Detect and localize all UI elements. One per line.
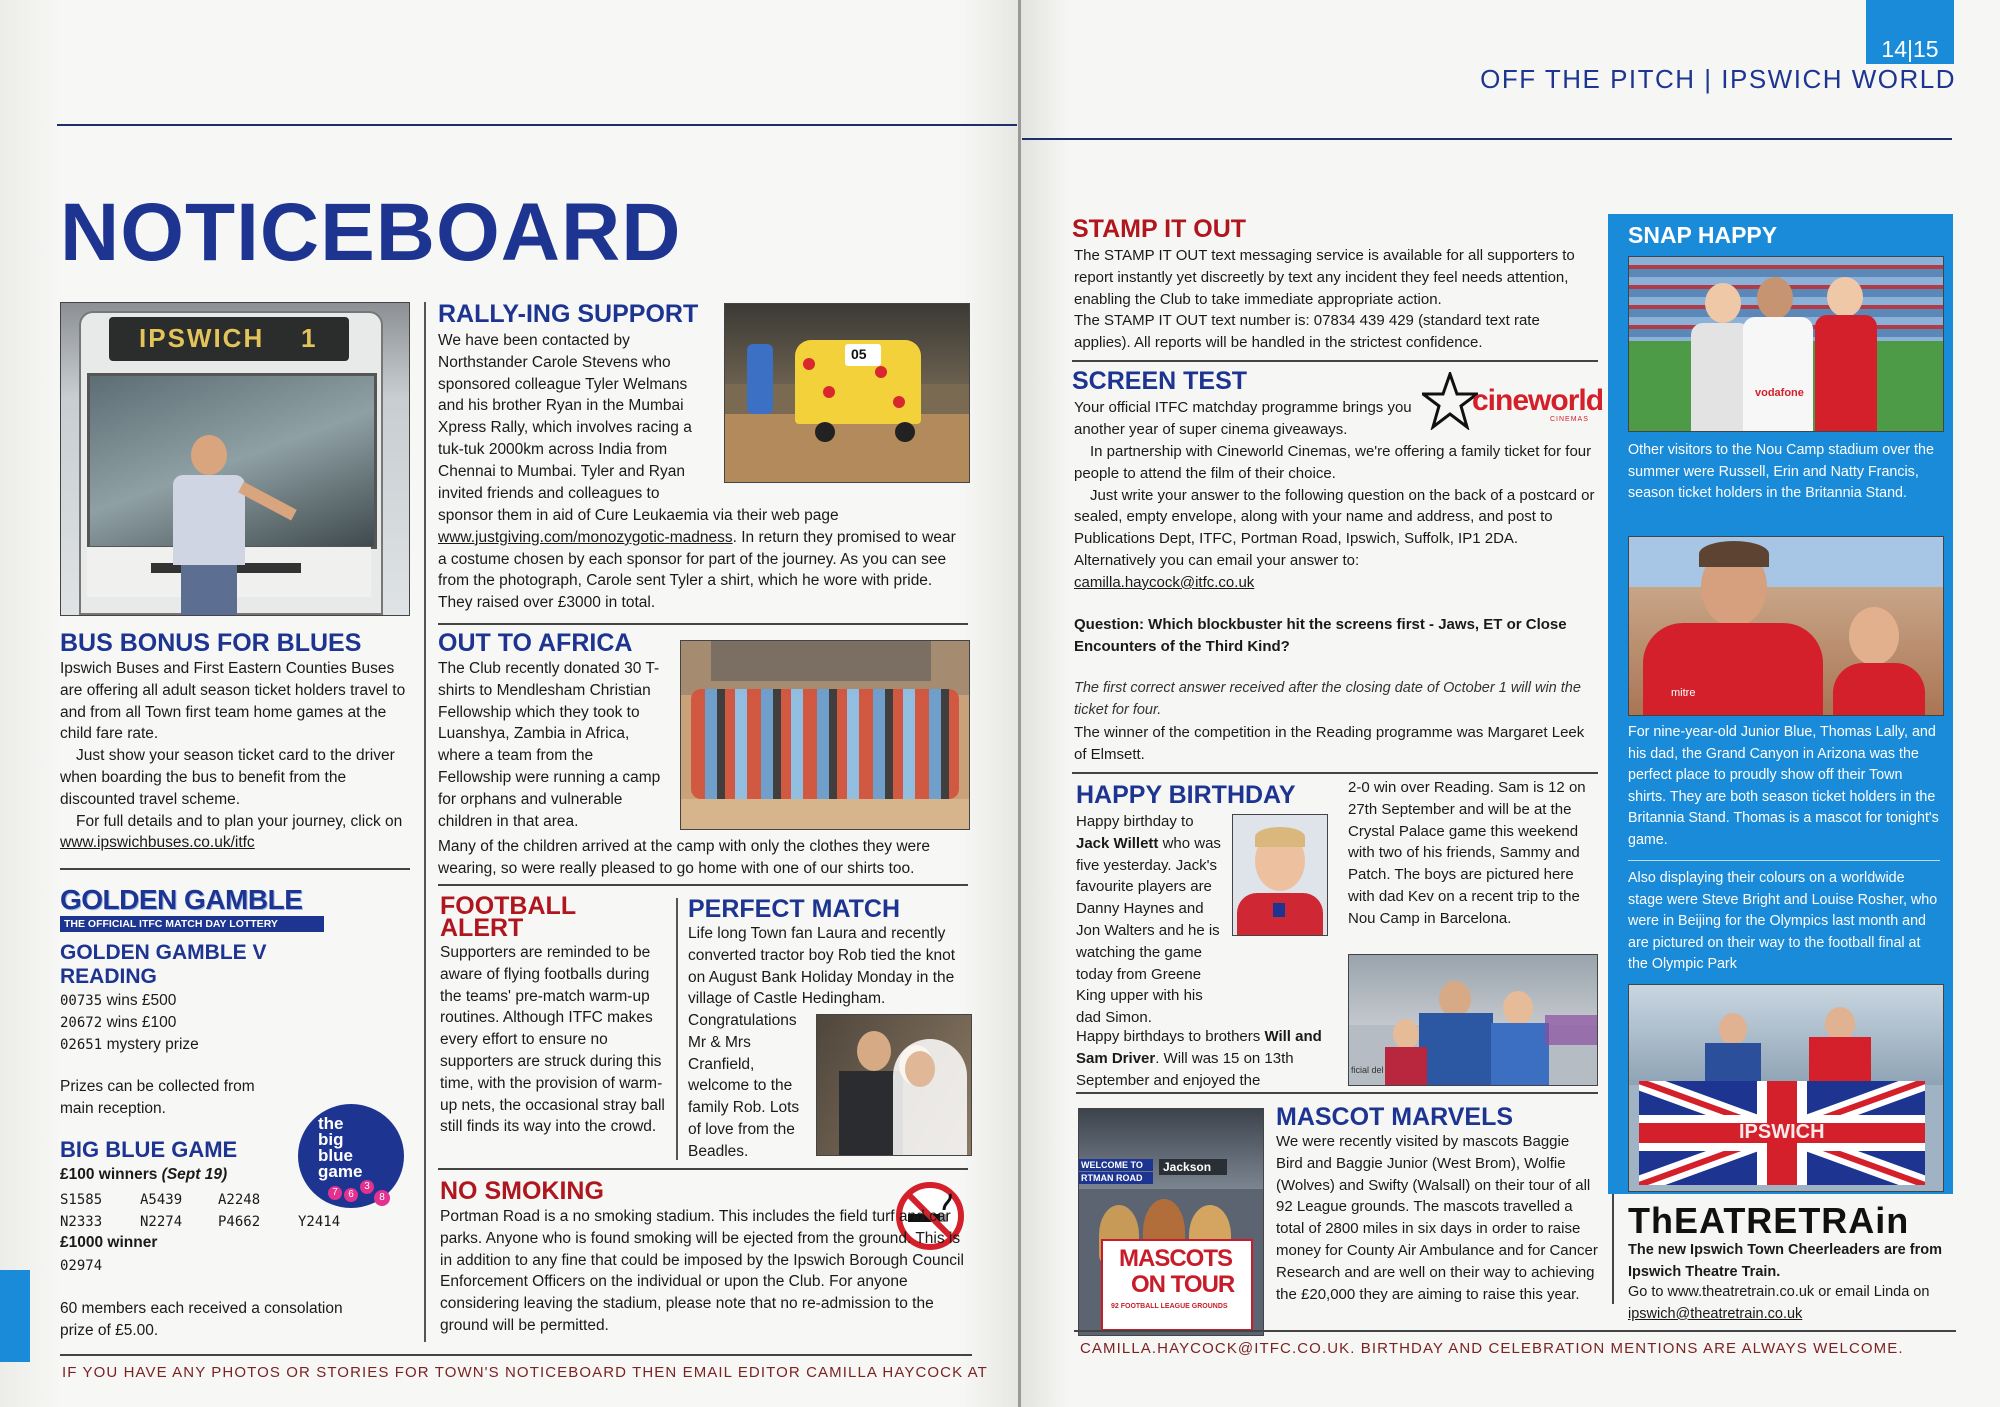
- subhead-date: (Sept 19): [161, 1166, 228, 1183]
- birthday-text-b: [1076, 1026, 1330, 1091]
- bus-bonus-p1: Ipswich Buses and First Eastern Counties Buses are offering all adult season ticket holders travel to and from all Town first team home games at the child fare rate.: [60, 660, 406, 743]
- big-blue-game-badge: [298, 1104, 404, 1208]
- stamp-p2: The STAMP IT OUT text number is: 07834 439 429 (standard text rate applies). All reports will be handled in the strictest confidence.: [1074, 312, 1540, 352]
- africa-text-a: The Club recently donated 30 T-shirts to Mendlesham Christian Fellowship which they took to Luanshya, Zambia in Africa, where a team from the Fellowship were running a camp for orphans and vulnerable children in that area.: [438, 660, 661, 830]
- page-numbers: 14|15: [1881, 36, 1939, 62]
- snap-divider: [1628, 860, 1940, 861]
- winner-code: N2274: [140, 1214, 183, 1230]
- tuk-tuk-photo: [724, 303, 970, 483]
- snap-happy-heading: SNAP HAPPY: [1628, 222, 1778, 248]
- divider-africa: [438, 884, 968, 886]
- win-prize: mystery prize: [106, 1036, 199, 1053]
- shirt-text-mitre: mitre: [1671, 687, 1696, 699]
- subhead-text: £100 winners: [60, 1166, 158, 1183]
- bus-route-number: 1: [301, 323, 316, 353]
- africa-text-b: Many of the children arrived at the camp with only the clothes they were wearing, so were really pleased to go home with one of our shirts too.: [438, 838, 930, 877]
- birthday-a1: Happy birthday to: [1076, 813, 1194, 830]
- mascot-text: We were recently visited by mascots Baggie Bird and Baggie Junior (West Brom), Wolfie (Wolves) and Swifty (Walsall) on their tour of all 92 League grounds. The mascots travelled a total of 2800 miles in six days in order to raise money for County Air Ambulance and for Cancer Research and are well on their way to achieving the £20,000 they are aiming to raise this year.: [1276, 1133, 1598, 1303]
- football-alert-text: Supporters are reminded to be aware of flying footballs during the teams' pre-match warm-up routines. Although ITFC makes every effort to ensure no supporters are struck during this time, with the provision of warm-up nets, the occasional stray ball still finds its way into the crowd.: [440, 944, 665, 1136]
- birthday-name-2: Will and Sam Driver: [1076, 1028, 1322, 1067]
- winner-code: P4662: [218, 1214, 261, 1230]
- snap-happy-panel: [1608, 214, 1953, 1194]
- no-smoking-text: Portman Road is a no smoking stadium. This includes the field turf and car parks. Anyone who is found smoking will be ejected from the ground. This is in addition to any fine that could be imposed by the Ipswich Borough Council Enforcement Officers on the individual or upon the Club. For anyone considering leaving the stadium, please note that no re-admission to the ground will be permitted.: [440, 1208, 964, 1334]
- badge-ball: 8: [374, 1190, 390, 1206]
- cineworld-logo: [1422, 372, 1604, 432]
- birthday-a2: who was five yesterday. Jack's favourite players are Danny Haynes and Jon Walters and he is watching the game today from Greene King upper with his dad Simon.: [1076, 834, 1221, 1027]
- rally-text-b: [438, 505, 968, 614]
- bus-photo: [60, 302, 410, 616]
- consolation-text: 60 members each received a consolation prize of £5.00.: [60, 1300, 343, 1339]
- win-row: [60, 1012, 199, 1034]
- win-number: 02651: [60, 1037, 103, 1053]
- rally-heading: RALLY-ING SUPPORT: [438, 300, 699, 328]
- badge-ball: 6: [344, 1188, 358, 1202]
- win-number: 20672: [60, 1015, 103, 1031]
- beijing-photo: [1628, 984, 1944, 1192]
- screen-test-p3: Just write your answer to the following question on the back of a postcard or sealed, empty envelope, along with your name and address, and post to Publications Dept, ITFC, Portman Road, Ipswich, Suffolk, IP1 2DA. Alternatively you can email your answer to:: [1074, 486, 1595, 569]
- cineworld-wordmark: cineworld: [1472, 384, 1604, 417]
- photo-sign: ficial del: [1351, 1065, 1384, 1075]
- justgiving-link[interactable]: www.justgiving.com/monozygotic-madness: [438, 528, 733, 546]
- screen-test-body: [1074, 441, 1600, 594]
- birthday-name-1: Jack Willett: [1076, 834, 1159, 852]
- badge-word: blue: [318, 1146, 353, 1165]
- spine-fold: [1018, 0, 1021, 1407]
- golden-gamble-logo: GOLDEN GAMBLE: [60, 884, 303, 915]
- theatretrain-email-link[interactable]: ipswich@theatretrain.co.uk: [1628, 1305, 1803, 1322]
- bus-bonus-body: [60, 658, 412, 854]
- bus-destination-sign: IPSWICH: [139, 323, 265, 353]
- win-row: [60, 1034, 199, 1056]
- mascot-photo: [1078, 1108, 1264, 1336]
- shirt-text-vodafone: vodafone: [1755, 387, 1804, 399]
- birthday-text-c: 2-0 win over Reading. Sam is 12 on 27th September and will be at the Crystal Palace game this weekend with two of his friends, Sammy and Patch. The boys are pictured here with dad Kev on a recent trip to the Nou Camp in Barcelona.: [1348, 779, 1586, 927]
- badge-word: big: [318, 1130, 344, 1149]
- big-blue-game-heading: BIG BLUE GAME: [60, 1137, 238, 1162]
- wedding-photo: [816, 1014, 972, 1156]
- big-blue-game-subhead: [60, 1164, 227, 1186]
- divider-screen: [1072, 772, 1598, 774]
- winner-code: A5439: [140, 1192, 183, 1208]
- theatretrain-bold: The new Ipswich Town Cheerleaders are from Ipswich Theatre Train.: [1628, 1242, 1942, 1280]
- theatretrain-text-body: Go to www.theatretrain.co.uk or email Linda on: [1628, 1284, 1930, 1300]
- jack-willett-photo: [1232, 814, 1328, 936]
- win-prize: wins £100: [106, 1014, 177, 1031]
- golden-gamble-heading: GOLDEN GAMBLE V READING: [60, 941, 267, 988]
- badge-ball: 7: [328, 1186, 342, 1200]
- snap-caption-1: Other visitors to the Nou Camp stadium over the summer were Russell, Erin and Natty Francis, season ticket holders in the Britannia Stand.: [1628, 442, 1934, 501]
- theatretrain-text: [1628, 1282, 1956, 1326]
- perfect-match-text-a: Life long Town fan Laura and recently converted tractor boy Rob tied the knot on August Bank Holiday Monday in the village of Castle Hedingham.: [688, 925, 956, 1008]
- divider-match: [438, 1168, 968, 1170]
- stamp-text: [1074, 245, 1598, 354]
- screen-test-winner: The winner of the competition in the Reading programme was Margaret Leek of Elmsett.: [1074, 724, 1585, 763]
- mascot-banner-1: MASCOTS: [1119, 1245, 1232, 1272]
- stamp-p1: The STAMP IT OUT text messaging service is available for all supporters to report instantly yet discreetly by text any incident they feel needs attention, enabling the Club to take immediate appropriate action.: [1074, 247, 1575, 308]
- winner-code: N2333: [60, 1214, 103, 1230]
- football-alert-heading-2: ALERT: [440, 914, 524, 942]
- golden-gamble-wins: [60, 990, 199, 1056]
- left-edge-tab: [0, 1270, 30, 1362]
- page-title: NOTICEBOARD: [60, 187, 682, 278]
- mascot-banner-2: ON TOUR: [1131, 1271, 1235, 1298]
- competition-email-link[interactable]: camilla.haycock@itfc.co.uk: [1074, 573, 1255, 591]
- rally-text-c: . In return they promised to wear a costume chosen by each sponsor for part of the journey. As you can see from the photograph, Carole sent Tyler a shirt, which he wore with pride. They raised over £3000 in total.: [438, 528, 956, 612]
- football-alert-heading-1: FOOTBALL: [440, 892, 577, 920]
- perfect-match-heading: PERFECT MATCH: [688, 895, 901, 923]
- mascot-sign-1: WELCOME TO: [1079, 1159, 1153, 1171]
- divider-birthday: [1076, 1092, 1598, 1094]
- header-rule-right: [1022, 138, 1952, 140]
- africa-group-photo: [680, 640, 970, 830]
- footer-rule-right: [1074, 1330, 1956, 1332]
- thousand-winner-label: £1000 winner: [60, 1234, 158, 1251]
- screen-test-heading: SCREEN TEST: [1072, 367, 1248, 395]
- theatretrain-logo: ThEATRETRAin: [1628, 1200, 1910, 1241]
- column-separator: [424, 302, 426, 1342]
- grand-canyon-photo: [1628, 536, 1944, 716]
- snap-caption-2: For nine-year-old Junior Blue, Thomas Lally, and his dad, the Grand Canyon in Arizona was the perfect place to proudly show off their Town shirts. They are both season ticket holders in the Britannia Stand. Thomas is a mascot for tonight's game.: [1628, 724, 1939, 848]
- stamp-heading: STAMP IT OUT: [1072, 215, 1247, 243]
- screen-test-question: Question: Which blockbuster hit the screens first - Jaws, ET or Close Encounters of the Third Kind?: [1074, 616, 1567, 655]
- bus-bonus-p3-text: For full details and to plan your journey, click on: [76, 812, 403, 830]
- birthday-text-a: [1076, 811, 1228, 1029]
- win-prize: wins £500: [106, 992, 177, 1009]
- cineworld-sub: CINEMAS: [1550, 416, 1589, 423]
- divider-bus: [60, 868, 410, 870]
- screen-test-p1: Your official ITFC matchday programme brings you another year of super cinema giveaways.: [1074, 399, 1412, 438]
- bus-bonus-p3: [60, 811, 412, 855]
- no-smoking-heading: NO SMOKING: [440, 1177, 604, 1205]
- header-rule-left: [57, 124, 1017, 126]
- winner-code: Y2414: [298, 1214, 341, 1230]
- mascot-sign-2: RTMAN ROAD: [1079, 1172, 1153, 1184]
- rally-text-a: We have been contacted by Northstander Carole Stevens who sponsored colleague Tyler Welmans and his brother Ryan in the Mumbai Xpress Rally, which involves racing a tuk-tuk 2000km across India from Chennai to Mumbai. Tyler and Ryan invited friends and colleagues to: [438, 332, 692, 502]
- winner-code: S1585: [60, 1192, 103, 1208]
- win-row: [60, 990, 199, 1012]
- divider-rally: [438, 623, 968, 625]
- divider-stamp: [1072, 360, 1598, 362]
- birthday-b1: Happy birthdays to brothers: [1076, 1028, 1265, 1045]
- column-separator-mid: [676, 898, 678, 1160]
- ipswichbuses-link[interactable]: www.ipswichbuses.co.uk/itfc: [60, 834, 255, 852]
- birthday-b2: . Will was 15 on 13th September and enjoyed the: [1076, 1049, 1294, 1089]
- screen-test-closing: The first correct answer received after the closing date of October 1 will win the ticket for four.: [1074, 680, 1581, 718]
- mascot-sign-3: Jackson: [1159, 1159, 1227, 1175]
- flag-text: IPSWICH: [1739, 1121, 1825, 1143]
- bus-bonus-p2: Just show your season ticket card to the driver when boarding the bus to benefit from the discounted travel scheme.: [60, 747, 395, 808]
- win-number: 00735: [60, 993, 103, 1009]
- snap-caption-3: Also displaying their colours on a worldwide stage were Steve Bright and Louise Rosher, who were in Beijing for the Olympics last month and are pictured on their way to the football final at the Olympic Park: [1628, 870, 1938, 972]
- tuk-tuk-number: 05: [851, 346, 867, 362]
- section-label: OFF THE PITCH | IPSWICH WORLD: [1480, 64, 1956, 94]
- mascot-heading: MASCOT MARVELS: [1276, 1103, 1514, 1131]
- nou-camp-photo: [1628, 256, 1944, 432]
- golden-gamble-logo-sub: THE OFFICIAL ITFC MATCH DAY LOTTERY: [60, 916, 324, 932]
- footer-rule-left: [60, 1354, 972, 1356]
- mascot-banner-3: 92 FOOTBALL LEAGUE GROUNDS: [1111, 1303, 1228, 1310]
- bus-bonus-heading: BUS BONUS FOR BLUES: [60, 629, 362, 657]
- badge-word: the: [318, 1114, 344, 1133]
- perfect-match-text-b: Congratulations Mr & Mrs Cranfield, welcome to the family Rob. Lots of love from the Beadles.: [688, 1012, 800, 1160]
- driver-family-photo: [1348, 954, 1598, 1086]
- star-icon: [1422, 372, 1478, 430]
- thousand-winner-number: 02974: [60, 1258, 103, 1274]
- winner-code: A2248: [218, 1192, 261, 1208]
- golden-gamble-note: Prizes can be collected from main reception.: [60, 1078, 255, 1117]
- screen-test-p2: In partnership with Cineworld Cinemas, we're offering a family ticket for four people to attend the film of their choice.: [1074, 443, 1592, 482]
- footer-left: IF YOU HAVE ANY PHOTOS OR STORIES FOR TOWN'S NOTICEBOARD THEN EMAIL EDITOR CAMILLA HAYCOCK AT: [62, 1364, 988, 1381]
- birthday-heading: HAPPY BIRTHDAY: [1076, 781, 1296, 809]
- badge-word: game: [318, 1162, 363, 1181]
- badge-ball: 3: [360, 1180, 374, 1194]
- africa-heading: OUT TO AFRICA: [438, 629, 633, 657]
- footer-right: CAMILLA.HAYCOCK@ITFC.CO.UK. BIRTHDAY AND CELEBRATION MENTIONS ARE ALWAYS WELCOME.: [1080, 1340, 1904, 1357]
- rally-text-b-lead: sponsor them in aid of Cure Leukaemia via their web page: [438, 507, 839, 524]
